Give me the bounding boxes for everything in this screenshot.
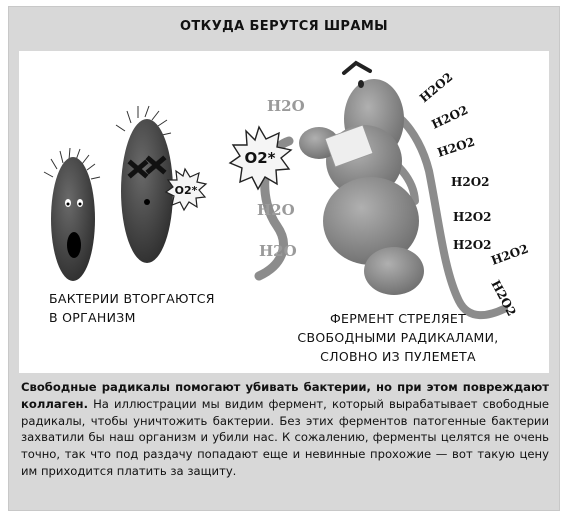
illustration-panel: [19, 51, 549, 373]
peroxide-label: H2O2: [453, 238, 492, 252]
peroxide-label: H2O2: [416, 69, 456, 106]
caption-bold: Свободные радикалы помогают убивать бактерии, но при этом повреждают коллаген.: [21, 380, 549, 411]
peroxide-label: H2O2: [451, 175, 490, 189]
peroxide-label: H2O2: [453, 210, 492, 224]
bacteria-caption-line: В ОРГАНИЗМ: [49, 310, 136, 325]
figure-frame: [8, 6, 560, 511]
water-label: H2O: [259, 242, 297, 260]
enzyme-caption: [273, 309, 523, 366]
peroxide-label: H2O2: [489, 241, 531, 268]
o2-small-label: O2*: [174, 184, 198, 197]
bacterium-screaming: [44, 148, 100, 281]
water-label: H2O: [257, 201, 295, 219]
peroxide-label: H2O2: [429, 102, 471, 132]
figure-title: ОТКУДА БЕРУТСЯ ШРАМЫ: [179, 19, 389, 34]
bacteria-caption-line: БАКТЕРИИ ВТОРГАЮТСЯ: [49, 291, 215, 306]
enzyme-caption-line: ФЕРМЕНТ СТРЕЛЯЕТ: [329, 311, 467, 326]
enzyme-caption-line: СВОБОДНЫМИ РАДИКАЛАМИ,: [297, 330, 499, 345]
peroxide-label: H2O2: [435, 134, 477, 160]
bacterium-dying: [116, 106, 173, 263]
enzyme-caption-line: СЛОВНО ИЗ ПУЛЕМЕТА: [320, 349, 476, 364]
peroxide-label: H2O2: [488, 277, 519, 319]
o2-big-label: O2*: [244, 149, 276, 167]
figure-caption: [21, 379, 549, 480]
caption-text: На иллюстрации мы видим фермент, который вырабатывает свободные радикалы, чтобы уничтожить бактерии. Без этих ферментов патогенные бактерии захватили бы наш организм и убили нас. К сожалению, ферменты целятся не очень точно, так что под раздачу попадают еще и невинные прохожие — вот такую цену им приходится платить за защиту.: [21, 396, 549, 478]
free-radical-big: [230, 127, 291, 189]
water-label: H2O: [267, 97, 305, 115]
bacteria-caption: [49, 289, 249, 327]
